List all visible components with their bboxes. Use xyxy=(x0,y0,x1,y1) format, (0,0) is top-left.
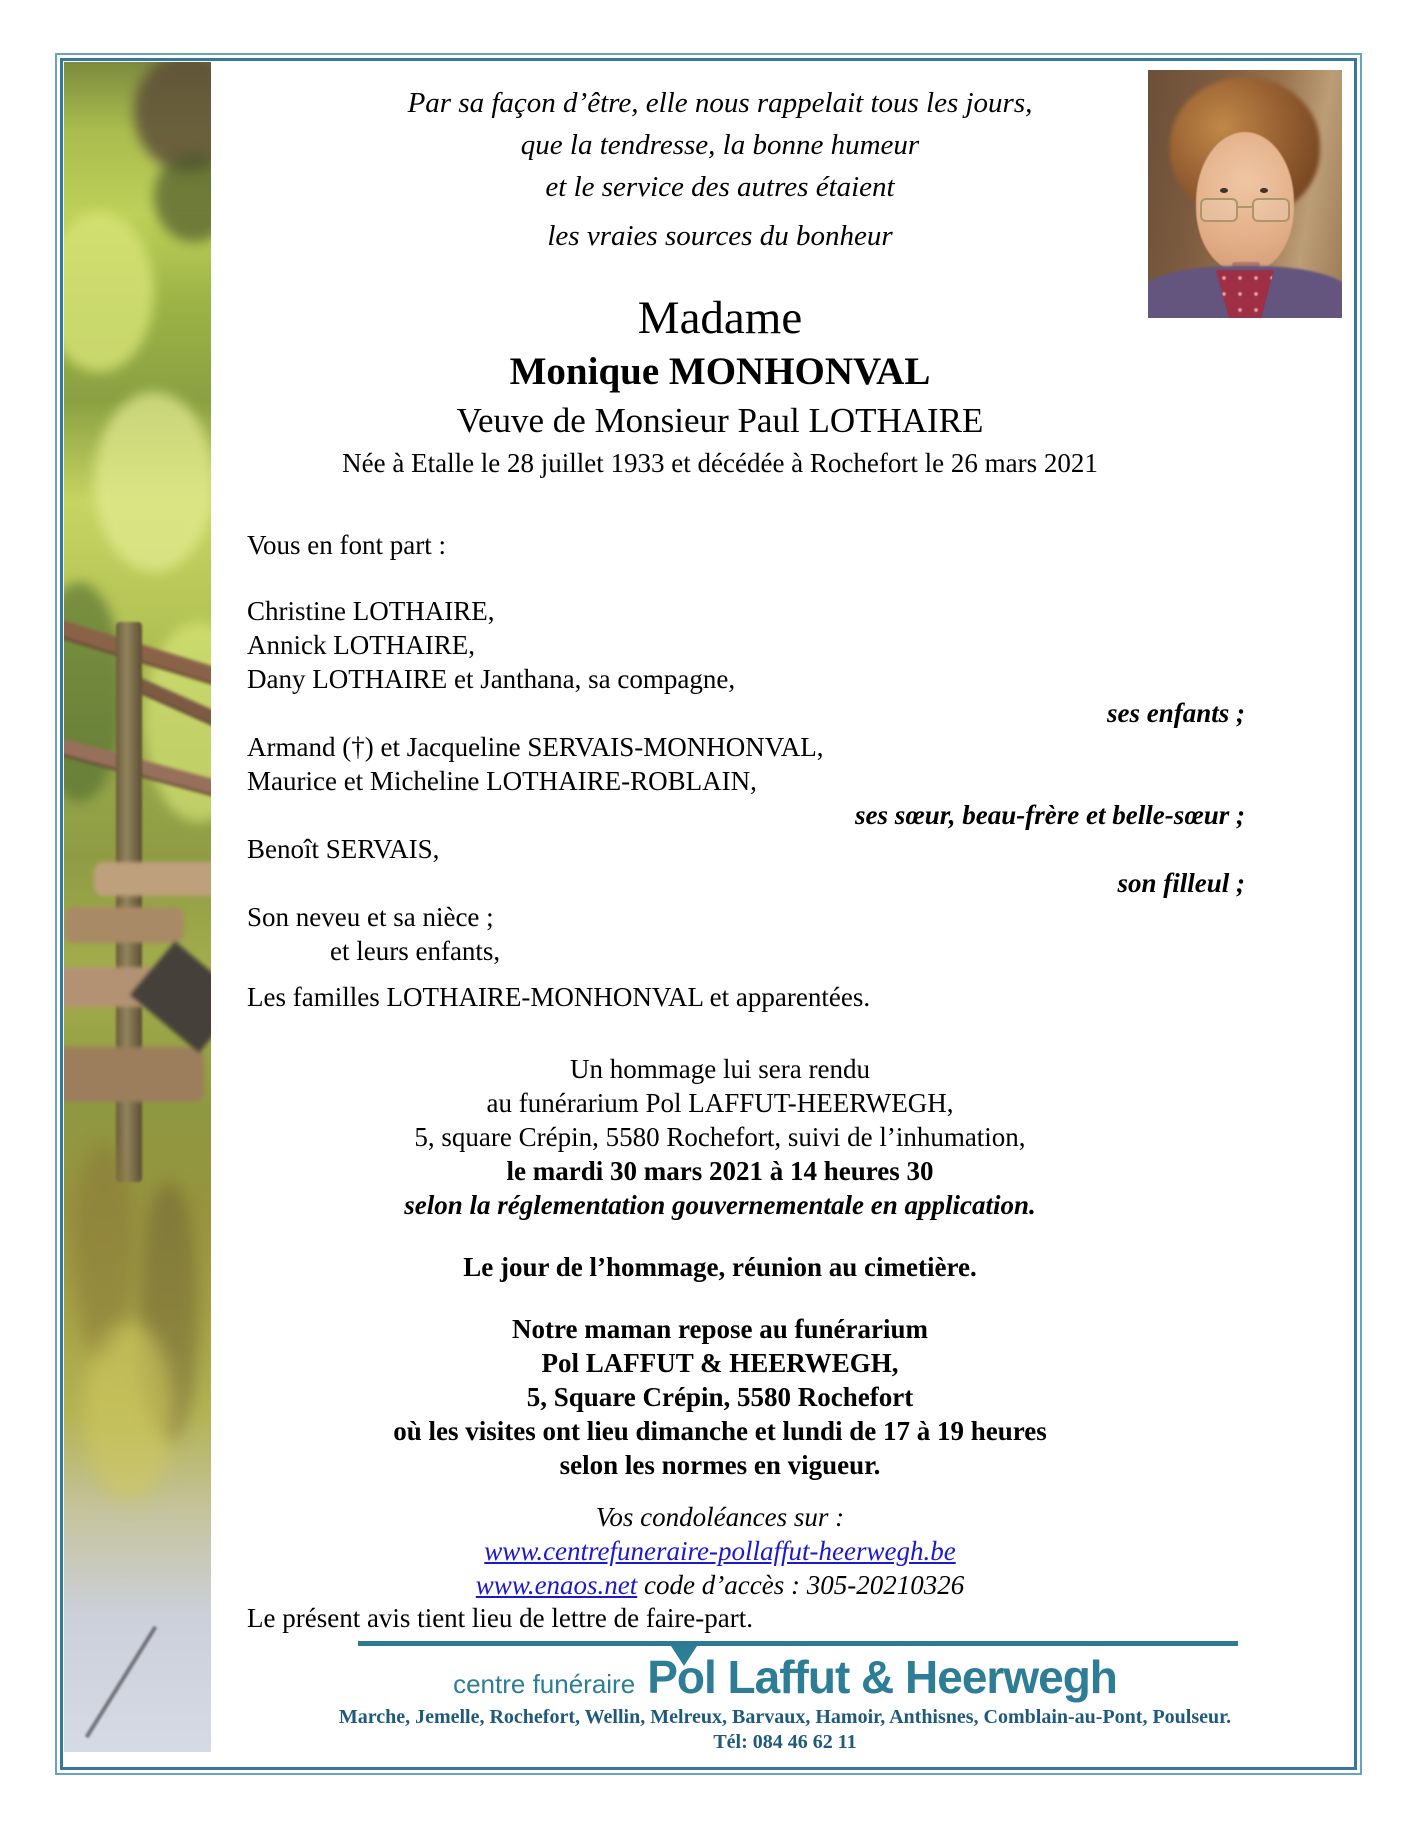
announcement-intro: Vous en font part : xyxy=(247,530,446,560)
ceremony-line: 5, square Crépin, 5580 Rochefort, suivi de l’inhumation, xyxy=(414,1122,1026,1152)
brand-name: Pol Laffut & Heerwegh xyxy=(647,1651,1117,1703)
portrait-eye xyxy=(1260,188,1268,193)
brand-prefix: centre funéraire xyxy=(453,1669,636,1699)
condolences-block xyxy=(195,1500,1245,1602)
child-name: Christine LOTHAIRE, xyxy=(247,596,495,626)
sibling-name: Maurice et Micheline LOTHAIRE-ROBLAIN, xyxy=(247,766,757,796)
repose-line: selon les normes en vigueur. xyxy=(559,1450,881,1480)
nephew-line: Son neveu et sa nièce ; xyxy=(247,902,494,932)
opening-quote xyxy=(195,82,1245,257)
faire-part-notice: Le présent avis tient lieu de lettre de faire-part. xyxy=(247,1603,754,1633)
ceremony-line: au funérarium Pol LAFFUT-HEERWEGH, xyxy=(486,1088,954,1118)
relation-label-siblings: ses sœur, beau-frère et belle-sœur ; xyxy=(855,800,1245,830)
deceased-header xyxy=(195,290,1245,482)
relation-label-godson: son filleul ; xyxy=(1117,868,1245,898)
repose-line: Notre maman repose au funérarium xyxy=(512,1314,928,1344)
relation-label-children: ses enfants ; xyxy=(1106,698,1245,728)
condolences-intro: Vos condoléances sur : xyxy=(595,1502,845,1532)
ceremony-date-line: le mardi 30 mars 2021 à 14 heures 30 xyxy=(506,1156,934,1186)
families-line: Les familles LOTHAIRE-MONHONVAL et apparentées. xyxy=(247,982,871,1012)
stone-step xyxy=(64,907,184,943)
foliage-light xyxy=(64,212,154,372)
condolences-link-funeraire[interactable]: www.centrefuneraire-pollaffut-heerwegh.be xyxy=(484,1536,956,1566)
twig-in-water xyxy=(85,1626,157,1738)
ceremony-details xyxy=(195,1052,1245,1222)
deceased-name: Monique MONHONVAL xyxy=(509,350,931,393)
homage-line: Le jour de l’hommage, réunion au cimetière. xyxy=(463,1252,977,1282)
title-madame: Madame xyxy=(637,292,803,344)
sunlit-foliage xyxy=(94,392,211,572)
godson-name: Benoît SERVAIS, xyxy=(247,834,440,864)
footer-phone: Tél: 084 46 62 11 xyxy=(713,1731,857,1753)
their-children-line: et leurs enfants, xyxy=(330,936,501,966)
quote-line: et le service des autres étaient xyxy=(545,171,895,203)
stone-step xyxy=(64,1047,204,1102)
quote-line: que la tendresse, la bonne humeur xyxy=(520,129,920,161)
condolences-link-enaos[interactable]: www.enaos.net xyxy=(475,1570,638,1600)
ceremony-regulation-line: selon la réglementation gouvernementale en application. xyxy=(404,1190,1036,1220)
footer-separator xyxy=(245,1641,1325,1646)
ceremony-line: Un hommage lui sera rendu xyxy=(570,1054,870,1084)
widow-line: Veuve de Monsieur Paul LOTHAIRE xyxy=(456,401,984,440)
child-name: Dany LOTHAIRE et Janthana, sa compagne, xyxy=(247,664,736,694)
child-name: Annick LOTHAIRE, xyxy=(247,630,475,660)
repose-line: 5, Square Crépin, 5580 Rochefort xyxy=(526,1382,914,1412)
repose-line: où les visites ont lieu dimanche et lundi de 17 à 19 heures xyxy=(393,1416,1047,1446)
stone-step xyxy=(94,862,211,896)
glasses-lens xyxy=(1252,198,1290,222)
birth-death-line: Née à Etalle le 28 juillet 1933 et décédée à Rochefort le 26 mars 2021 xyxy=(342,448,1098,478)
fern-shadow xyxy=(64,582,124,802)
footer-locations: Marche, Jemelle, Rochefort, Wellin, Melreux, Barvaux, Hamoir, Anthisnes, Comblain-au-Pont, Poulseur. xyxy=(338,1706,1232,1728)
quote-line: Par sa façon d’être, elle nous rappelait tous les jours, xyxy=(407,87,1033,119)
quote-line: les vraies sources du bonheur xyxy=(547,220,893,252)
repose-line: Pol LAFFUT & HEERWEGH, xyxy=(541,1348,899,1378)
logo-triangle-icon xyxy=(671,1646,697,1666)
family-announcement xyxy=(195,528,1245,1014)
water-reflection xyxy=(84,1322,174,1502)
separator-bar xyxy=(358,1641,1238,1646)
access-code-text: code d’accès : 305-20210326 xyxy=(637,1570,965,1600)
repose-details xyxy=(195,1312,1245,1482)
sibling-name: Armand (†) et Jacqueline SERVAIS-MONHONVAL, xyxy=(247,732,824,762)
funeral-home-logo xyxy=(245,1650,1325,1704)
nature-photo-strip xyxy=(64,62,211,1752)
